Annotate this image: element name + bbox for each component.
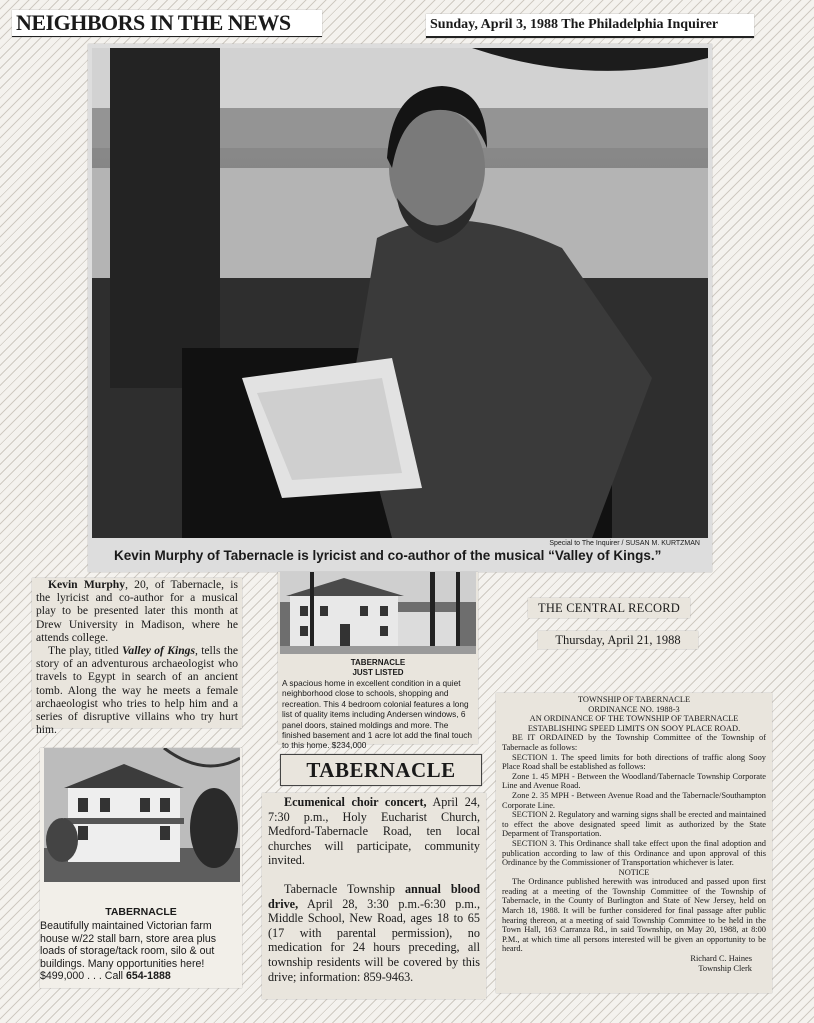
newspaper-name: THE CENTRAL RECORD (528, 598, 690, 618)
listing-large-phone: 654-1888 (125, 970, 171, 983)
listing-large-body: Beautifully maintained Victorian farm house w/22 stall barn, store area plus loads of storage/tack room, silo & out buildings. Many opportunities here! (40, 920, 217, 970)
listing-large-price: $499,000 . . . Call (40, 970, 126, 983)
photo-credit: Special to The Inquirer / SUSAN M. KURTZMAN (549, 540, 700, 547)
listing-small-title: TABERNACLE (350, 658, 406, 667)
article-paragraph-2-start: The play, titled (48, 644, 122, 658)
dateline: Sunday, April 3, 1988 The Philadelphia Inquirer (426, 14, 754, 38)
ordinance-heading-3: AN ORDINANCE OF THE TOWNSHIP OF TABERNACLE ESTABLISHING SPEED LIMITS ON SOOY PLACE ROAD. (527, 714, 741, 733)
play-title: Valley of Kings (121, 644, 195, 658)
event-1-details: April 24, 7:30 p.m., Holy Eucharist Church, Medford-Tabernacle Road, ten local churches will participate, community invited. (268, 795, 480, 868)
notice-heading: NOTICE (618, 867, 650, 877)
newspaper-date: Thursday, April 21, 1988 (538, 631, 698, 649)
photo-clipping (88, 44, 712, 572)
portrait-photo (92, 48, 708, 538)
ordinance-paragraph: SECTION 3. This Ordinance shall take effect upon the final adoption and publication according to law of this Ordinance and upon approval of this Ordinance by the Commissioner of Transportation whichever is later. (502, 838, 766, 868)
signature-name: Richard C. Haines (690, 954, 752, 964)
article-paragraph-2-rest: , tells the story of an adventurous archaeologist who travels to Egypt in search of an ancient tomb. Along the way he meets a female archaeologist who tries to help him and a series of disruptive villains who try hurt him. (36, 644, 239, 737)
event-2-details: April 28, 3:30 p.m.-6:30 p.m., Middle School, New Road, ages 18 to 65 (17 with parental permission), no medication for 24 hours preceding, all township residents will be covered by this drive; information: 859-9463. (268, 896, 480, 984)
event-2-title: annual blood drive, (268, 881, 480, 911)
article-lead-name: Kevin Murphy (48, 578, 126, 591)
farmhouse-photo (44, 748, 240, 882)
listing-large-title: TABERNACLE (105, 906, 177, 918)
photo-caption: Kevin Murphy of Tabernacle is lyricist and co-author of the musical “Valley of Kings.” (114, 548, 662, 563)
article-kevin-murphy (32, 578, 242, 737)
ordinance-paragraph: BE IT ORDAINED by the Township Committee of the Township of Tabernacle as follows: (502, 733, 766, 752)
farmhouse-photo-drawing (44, 748, 240, 882)
article-paragraph-1: , 20, of Tabernacle, is the lyricist and co-author for a musical play to be presented later this month at Drew University in Madison, where he attends college. (36, 578, 238, 644)
listing-small-subtitle: JUST LISTED (352, 668, 404, 677)
real-estate-listing-small (278, 572, 478, 751)
section-title: NEIGHBORS IN THE NEWS (12, 10, 322, 37)
ordinance-notice (496, 693, 772, 993)
ordinance-heading-2: ORDINANCE NO. 1988-3 (588, 704, 680, 714)
event-2-prefix: Tabernacle Township (284, 881, 405, 896)
real-estate-listing-large (40, 748, 242, 988)
ordinance-heading-1: TOWNSHIP OF TABERNACLE (577, 695, 691, 704)
portrait-photo-drawing (92, 48, 708, 538)
ordinance-paragraph: Zone 2. 35 MPH - Between Avenue Road and the Tabernacle/Southampton Corporate Line. (502, 790, 766, 810)
event-1-title: Ecumenical choir concert, (284, 795, 427, 809)
house-photo (280, 572, 476, 654)
listing-small-body: A spacious home in excellent condition in a quiet neighborhood close to schools, shopping and recreation. This 4 bedroom colonial features a long list of quality items including Andersen windows, 6 panel doors, stained moldings and more. The finished basement and 1 acre lot add the final touch to this home. $234,000 (282, 678, 473, 751)
signature-title: Township Clerk (698, 963, 752, 973)
ordinance-paragraph: SECTION 1. The speed limits for both directions of traffic along Sooy Place Road shall be established as follows: (502, 752, 766, 772)
ordinance-paragraph: SECTION 2. Regulatory and warning signs shall be erected and maintained to effect the above designated speed limit as authorized by the State Deparment of Transportation. (502, 810, 766, 839)
community-events (262, 793, 486, 999)
ordinance-paragraph: Zone 1. 45 MPH - Between the Woodland/Tabernacle Township Corporate Line and Avenue Road. (502, 771, 766, 791)
notice-paragraph: The Ordinance published herewith was introduced and passed upon first reading at a meeting of the Township Committee of the Township of Tabernacle, in the County of Burlington and State of New Jersey, held on March 18, 1988. It will be further considered for final passage after public hearing thereon, at a meeting of said Township Committee to be held in the Town Hall, 163 Carranza Rd., in said Township, on May 20, 1988, at 8:00 P.M., at which time all persons interested will be given an opportunity to be heard. (502, 877, 766, 954)
house-photo-drawing (280, 572, 476, 654)
tabernacle-header: TABERNACLE (280, 754, 482, 786)
